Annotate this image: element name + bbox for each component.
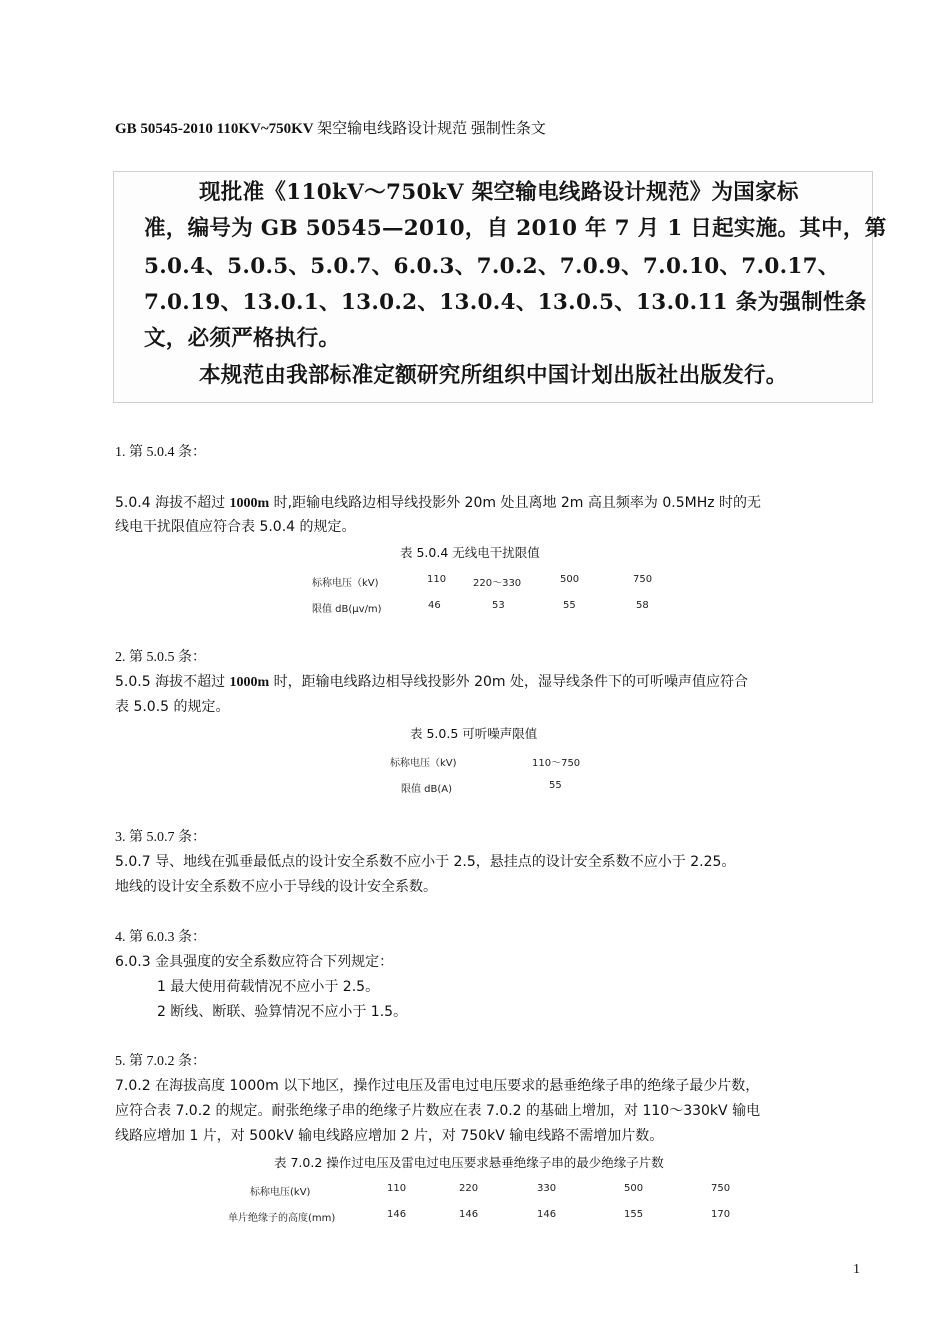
scan-line: 准，编号为 GB 50545—2010，自 2010 年 7 月 1 日起实施。其中，第: [144, 216, 887, 241]
clause-text: 地线的设计安全系数不应小于导线的设计安全系数。: [115, 879, 437, 895]
table-cell: 标称电压（kV): [312, 578, 379, 589]
scan-line: 本规范由我部标准定额研究所组织中国计划出版社出版发行。: [199, 363, 788, 388]
table-cell: 55: [563, 600, 576, 611]
clause-text: 5.0.4 海拔不超过 1000m 时,距输电线路边相导线投影外 20m 处且离地 2m 高且频率为 0.5MHz 时的无: [115, 495, 762, 511]
clause-item: 2 断线、断联、验算情况不应小于 1.5。: [157, 1004, 408, 1020]
table-caption: 表 5.0.4 无线电干扰限值: [400, 545, 540, 560]
page-number: 1: [853, 1262, 860, 1277]
table-cell: 146: [537, 1209, 557, 1220]
table-cell: 单片绝缘子的高度(mm): [228, 1213, 336, 1224]
title-latin: GB 50545-2010 110KV~750KV: [115, 121, 314, 137]
table-cell: 220: [459, 1183, 479, 1194]
table-cell: 58: [636, 600, 649, 611]
table-cell: 53: [492, 600, 505, 611]
table-cell: 155: [624, 1209, 644, 1220]
section-heading: 3. 第 5.0.7 条：: [115, 830, 206, 845]
document-title: [115, 117, 546, 138]
scanned-notice-image: [113, 171, 887, 403]
table-cell: 170: [711, 1209, 731, 1220]
table-cell: 146: [387, 1209, 407, 1220]
table-cell: 限值 dB(μv/m): [312, 604, 382, 615]
scan-line: 7.0.19、13.0.1、13.0.2、13.0.4、13.0.5、13.0.11 条为强制性条: [144, 290, 867, 315]
table-cell: 330: [537, 1183, 557, 1194]
clause-item: 1 最大使用荷载情况不应小于 2.5。: [157, 979, 380, 995]
table-caption: 表 7.0.2 操作过电压及雷电过电压要求悬垂绝缘子串的最少绝缘子片数: [274, 1155, 664, 1170]
clause-text: 5.0.7 导、地线在弧垂最低点的设计安全系数不应小于 2.5，悬挂点的设计安全系数不应小于 2.25。: [115, 854, 736, 870]
table-cell: 55: [549, 780, 562, 791]
clause-text: 7.0.2 在海拔高度 1000m 以下地区，操作过电压及雷电过电压要求的悬垂绝缘子串的绝缘子最少片数，: [115, 1078, 760, 1094]
scan-line: 文，必须严格执行。: [144, 326, 341, 351]
section-heading: 2. 第 5.0.5 条：: [115, 650, 206, 665]
table-cell: 500: [560, 574, 580, 585]
clause-text: 5.0.5 海拔不超过 1000m 时，距输电线路边相导线投影外 20m 处，湿导线条件下的可听噪声值应符合: [115, 674, 749, 690]
table-cell: 500: [624, 1183, 644, 1194]
table-cell: 110～750: [532, 758, 581, 769]
clause-text: 表 5.0.5 的规定。: [115, 699, 230, 715]
clause-text: 6.0.3 金具强度的安全系数应符合下列规定：: [115, 954, 394, 970]
clause-text: 应符合表 7.0.2 的规定。耐张绝缘子串的绝缘子片数应在表 7.0.2 的基础上增加，对 110～330kV 输电: [115, 1103, 761, 1119]
scan-line: 现批准《110kV～750kV 架空输电线路设计规范》为国家标: [199, 180, 799, 205]
table-cell: 标称电压（kV): [390, 758, 457, 769]
table-cell: 750: [633, 574, 653, 585]
clause-text: 线路应增加 1 片，对 500kV 输电线路应增加 2 片，对 750kV 输电线路不需增加片数。: [115, 1128, 664, 1144]
table-cell: 限值 dB(A): [401, 784, 453, 795]
section-heading: 1. 第 5.0.4 条：: [115, 445, 206, 460]
table-cell: 110: [427, 574, 447, 585]
section-heading: 5. 第 7.0.2 条：: [115, 1054, 206, 1069]
clause-text: 线电干扰限值应符合表 5.0.4 的规定。: [115, 519, 356, 535]
table-cell: 46: [428, 600, 441, 611]
table-caption: 表 5.0.5 可听噪声限值: [410, 726, 538, 741]
title-chinese: 架空输电线路设计规范 强制性条文: [317, 121, 546, 137]
table-cell: 146: [459, 1209, 479, 1220]
section-heading: 4. 第 6.0.3 条：: [115, 930, 206, 945]
table-cell: 标称电压(kV): [250, 1187, 311, 1198]
scan-line: 5.0.4、5.0.5、5.0.7、6.0.3、7.0.2、7.0.9、7.0.10、7.0.17、: [144, 254, 840, 279]
table-cell: 220～330: [473, 578, 522, 589]
table-cell: 750: [711, 1183, 731, 1194]
table-cell: 110: [387, 1183, 407, 1194]
